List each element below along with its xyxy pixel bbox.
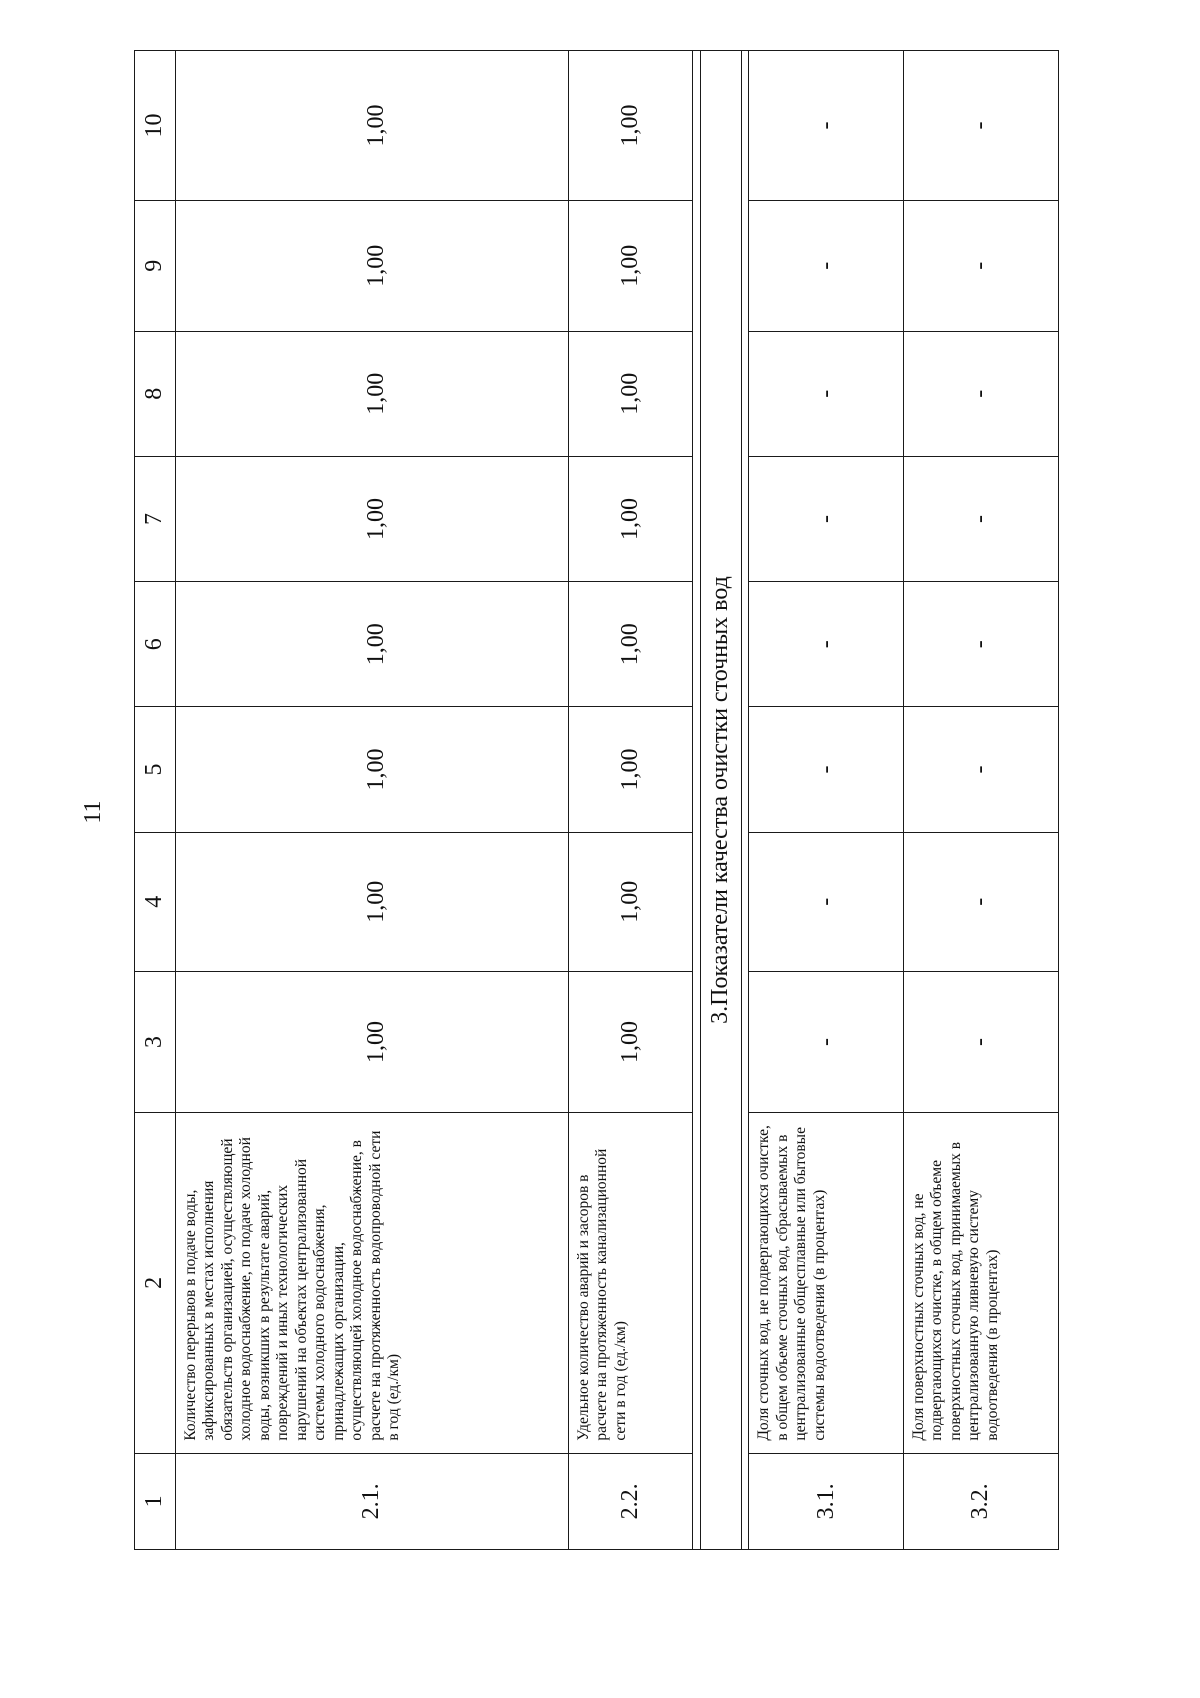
row-number: 3.2. <box>903 1453 1058 1549</box>
value-cell: - <box>903 331 1058 456</box>
header-cell: 2 <box>135 1113 176 1453</box>
row-description: Удельное количество аварий и засоров в расчете на протяженность канализационной сети в год (ед./км) <box>568 1113 692 1453</box>
value-cell: - <box>903 832 1058 971</box>
section-gap <box>741 51 749 1550</box>
gap-cell <box>693 51 701 1550</box>
value-cell: 1,00 <box>568 707 692 832</box>
value-cell: 1,00 <box>568 51 692 201</box>
page-number: 11 <box>80 800 106 824</box>
row-number: 2.2. <box>568 1453 692 1549</box>
value-cell: 1,00 <box>568 331 692 456</box>
value-cell: 1,00 <box>568 971 692 1112</box>
table-row <box>903 51 1058 1550</box>
row-number: 2.1. <box>175 1453 568 1549</box>
row-description: Количество перерывов в подаче воды, зафиксированных в местах исполнения обязательств организацией, осуществляющей холодное водоснабжение, по подаче холодной воды, возникших в результате аварий, повреждений и иных технологических нарушений на объектах централизованной системы холодного водоснабжения, принадлежащих организации, осуществляющей холодное водоснабжение, в расчете на протяженность водопроводной сети в год (ед./км) <box>175 1113 568 1453</box>
value-cell: - <box>749 331 903 456</box>
header-cell: 7 <box>135 456 176 581</box>
value-cell: 1,00 <box>175 51 568 201</box>
value-cell: - <box>903 707 1058 832</box>
value-cell: - <box>903 200 1058 331</box>
gap-cell <box>741 51 749 1550</box>
row-number: 3.1. <box>749 1453 903 1549</box>
header-cell: 1 <box>135 1453 176 1549</box>
row-description: Доля сточных вод, не подвергающихся очистке, в общем объеме сточных вод, сбрасываемых в централизованные общесплавные или бытовые системы водоотведения (в процентах) <box>749 1113 903 1453</box>
section-row <box>701 51 742 1550</box>
value-cell: - <box>903 582 1058 707</box>
value-cell: - <box>749 582 903 707</box>
value-cell: 1,00 <box>175 971 568 1112</box>
indicators-table <box>134 50 1059 1550</box>
header-cell: 6 <box>135 582 176 707</box>
value-cell: 1,00 <box>568 582 692 707</box>
header-cell: 8 <box>135 331 176 456</box>
value-cell: - <box>903 971 1058 1112</box>
header-cell: 5 <box>135 707 176 832</box>
rotated-table-wrapper <box>134 50 1059 1550</box>
value-cell: 1,00 <box>175 200 568 331</box>
header-cell: 3 <box>135 971 176 1112</box>
value-cell: - <box>903 51 1058 201</box>
value-cell: 1,00 <box>568 832 692 971</box>
value-cell: - <box>749 51 903 201</box>
value-cell: 1,00 <box>175 456 568 581</box>
value-cell: - <box>749 707 903 832</box>
value-cell: 1,00 <box>175 707 568 832</box>
header-row <box>135 51 176 1550</box>
value-cell: - <box>749 971 903 1112</box>
table-row <box>749 51 903 1550</box>
header-cell: 10 <box>135 51 176 201</box>
table-row <box>175 51 568 1550</box>
header-cell: 4 <box>135 832 176 971</box>
value-cell: - <box>749 456 903 581</box>
value-cell: 1,00 <box>175 582 568 707</box>
section-gap <box>693 51 701 1550</box>
value-cell: - <box>749 200 903 331</box>
value-cell: 1,00 <box>175 331 568 456</box>
value-cell: 1,00 <box>568 456 692 581</box>
value-cell: - <box>749 832 903 971</box>
section-title: 3.Показатели качества очистки сточных вод <box>701 51 742 1550</box>
value-cell: 1,00 <box>175 832 568 971</box>
value-cell: - <box>903 456 1058 581</box>
header-cell: 9 <box>135 200 176 331</box>
row-description: Доля поверхностных сточных вод, не подвергающихся очистке, в общем объеме поверхностных сточных вод, принимаемых в централизованную ливневую систему водоотведения (в процентах) <box>903 1113 1058 1453</box>
table-row <box>568 51 692 1550</box>
value-cell: 1,00 <box>568 200 692 331</box>
